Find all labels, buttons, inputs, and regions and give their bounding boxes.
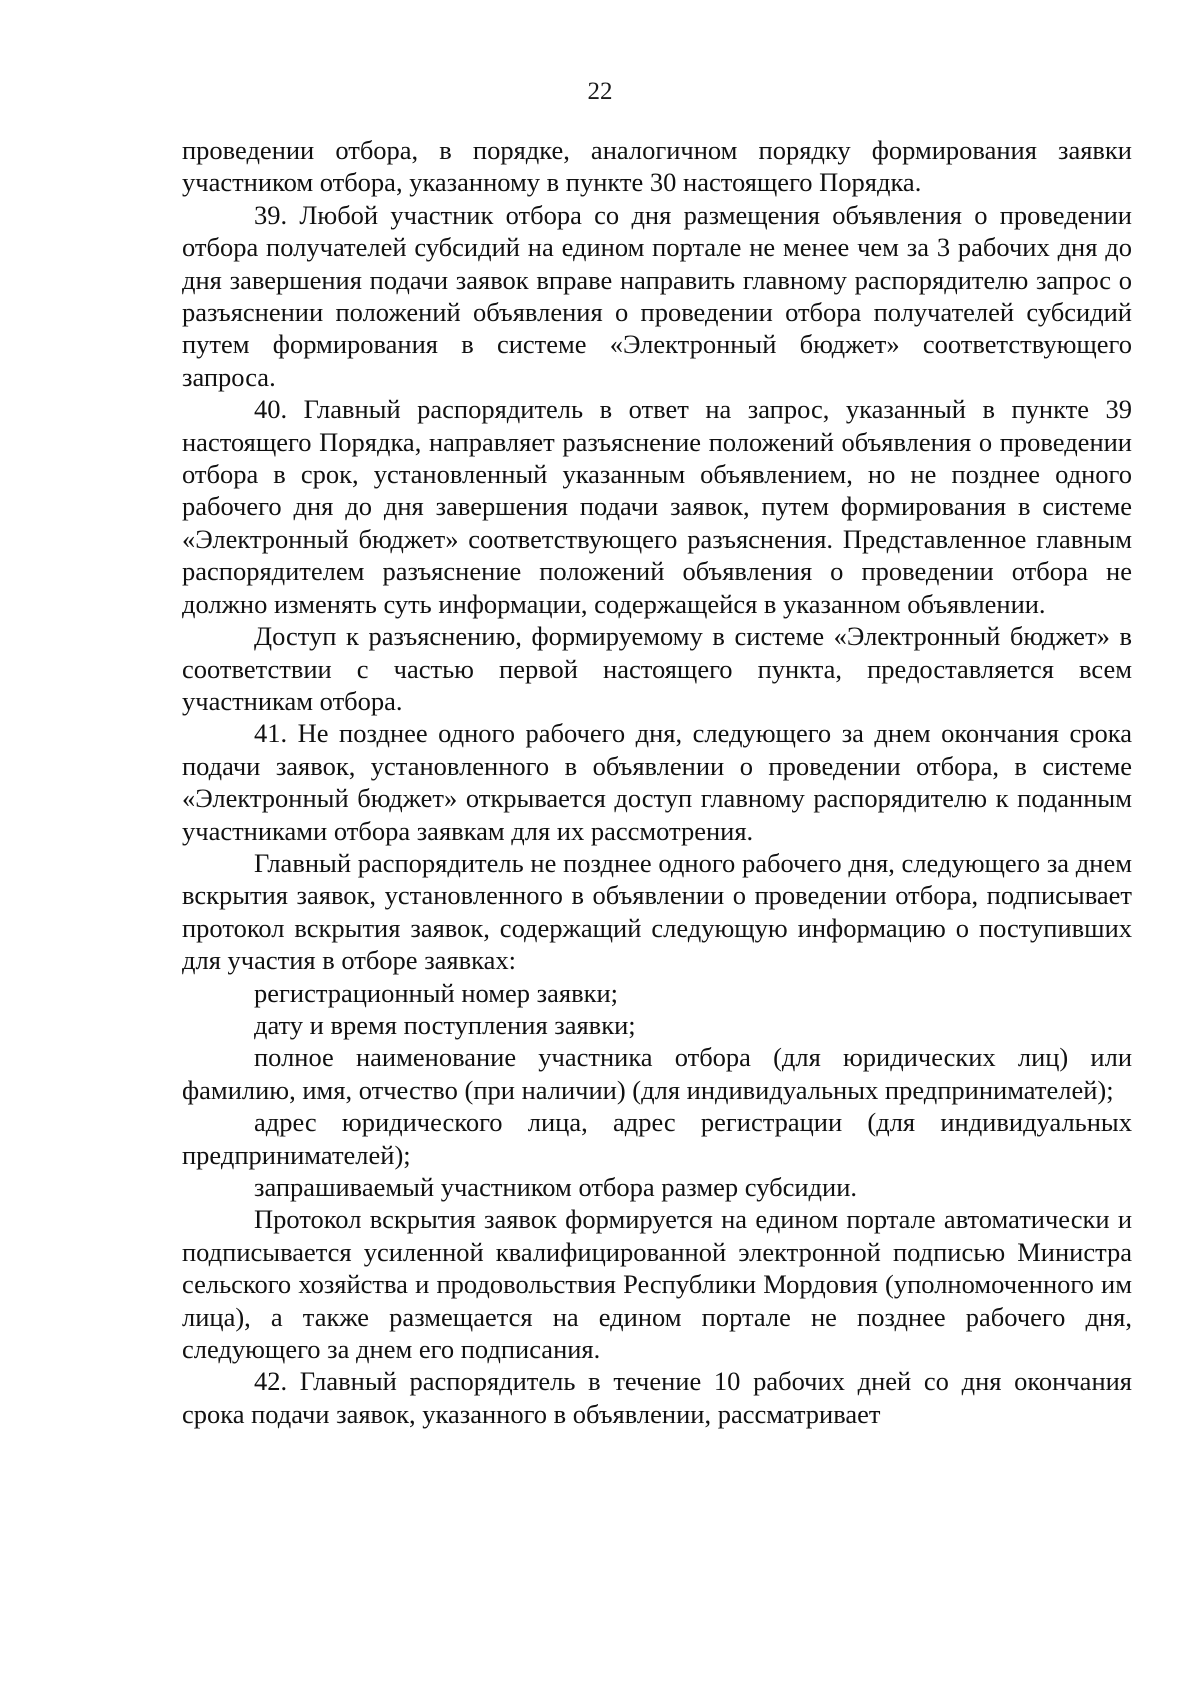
paragraph-clause-40: 40. Главный распорядитель в ответ на запрос, указанный в пункте 39 настоящего Порядка, направляет разъяснение положений объявления о проведении отбора в срок, установленный указанным объявлением, но не позднее одного рабочего дня до дня завершения подачи заявок, путем формирования в системе «Электронный бюджет» соответствующего разъяснения. Представленное главным распорядителем разъяснение положений объявления о проведении отбора не должно изменять суть информации, содержащейся в указанном объявлении. bbox=[182, 394, 1132, 619]
paragraph-clause-42: 42. Главный распорядитель в течение 10 рабочих дней со дня окончания срока подачи заявок, указанного в объявлении, рассматривает bbox=[182, 1366, 1132, 1429]
list-item-full-name: полное наименование участника отбора (для юридических лиц) или фамилию, имя, отчество (при наличии) (для индивидуальных предпринимателей); bbox=[182, 1042, 1132, 1105]
paragraph-protocol-signing: Главный распорядитель не позднее одного рабочего дня, следующего за днем вскрытия заявок, установленного в объявлении о проведении отбора, подписывает протокол вскрытия заявок, содержащий следующую информацию о поступивших для участия в отборе заявках: bbox=[182, 847, 1132, 976]
document-body bbox=[182, 134, 1132, 1430]
paragraph-clause-41: 41. Не позднее одного рабочего дня, следующего за днем окончания срока подачи заявок, установленного в объявлении о проведении отбора, в системе «Электронный бюджет» открывается доступ главному распорядителю к поданным участниками отбора заявкам для их рассмотрения. bbox=[182, 718, 1132, 846]
list-item-address: адрес юридического лица, адрес регистрации (для индивидуальных предпринимателей); bbox=[182, 1107, 1132, 1170]
list-item-date-time: дату и время поступления заявки; bbox=[254, 1009, 636, 1040]
paragraph-access: Доступ к разъяснению, формируемому в системе «Электронный бюджет» в соответствии с частью первой настоящего пункта, предоставляется всем участникам отбора. bbox=[182, 621, 1132, 716]
page-number: 22 bbox=[587, 78, 613, 105]
paragraph-protocol-formation: Протокол вскрытия заявок формируется на едином портале автоматически и подписывается усиленной квалифицированной электронной подписью Министра сельского хозяйства и продовольствия Республики Мордовия (уполномоченного им лица), а также размещается на едином портале не позднее рабочего дня, следующего за днем его подписания. bbox=[182, 1204, 1132, 1365]
list-item-subsidy-amount: запрашиваемый участником отбора размер субсидии. bbox=[254, 1172, 858, 1202]
paragraph-clause-39: 39. Любой участник отбора со дня размещения объявления о проведении отбора получателей субсидий на едином портале не менее чем за 3 рабочих дня до дня завершения подачи заявок вправе направить главному распорядителю запрос о разъяснении положений объявления о проведении отбора получателей субсидий путем формирования в системе «Электронный бюджет» соответствующего запроса. bbox=[182, 199, 1132, 392]
list-item-registration-number: регистрационный номер заявки; bbox=[254, 977, 619, 1008]
paragraph-continuation: проведении отбора, в порядке, аналогичном порядку формирования заявки участником отбора, указанному в пункте 30 настоящего Порядка. bbox=[182, 135, 1132, 198]
